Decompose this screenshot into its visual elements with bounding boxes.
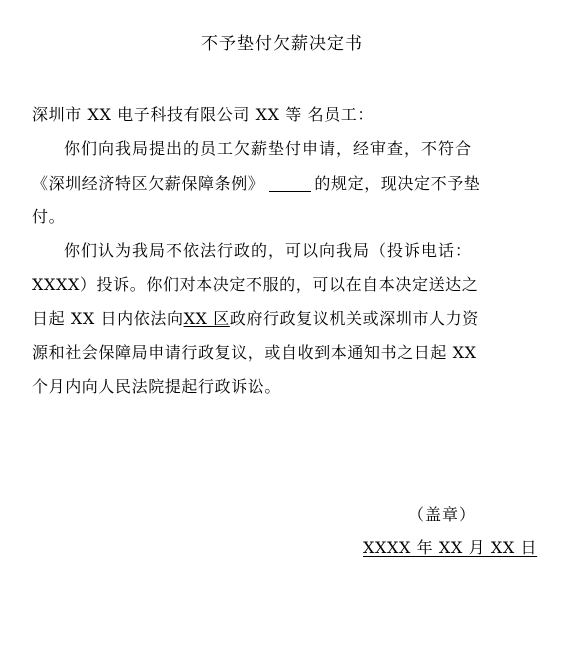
seal-label: （盖章） [408, 505, 477, 524]
paragraph2-line5: 个月内向人民法院提起行政诉讼。 [32, 377, 282, 396]
issue-date: XXXX 年 XX 月 XX 日 [363, 538, 538, 557]
paragraph1-line2 [32, 175, 542, 192]
document-title: 不予垫付欠薪决定书 [201, 34, 363, 54]
paragraph2-line4: 源和社会保障局申请行政复议，或自收到本通知书之日起 XX [32, 343, 477, 362]
paragraph1-line1: 你们向我局提出的员工欠薪垫付申请，经审查，不符合 [64, 139, 473, 158]
regulation-article-blank [269, 175, 311, 192]
paragraph2-line1: 你们认为我局不依法行政的，可以向我局（投诉电话： [64, 241, 473, 260]
regulation-tail: 的规定，现决定不予垫 [314, 174, 481, 193]
paragraph2-line3 [32, 311, 542, 327]
paragraph1-line3: 付。 [32, 207, 66, 226]
district-name: XX 区 [183, 309, 230, 328]
review-authority-text: 政府行政复议机关或深圳市人力资 [229, 309, 479, 328]
deadline-text: 日起 XX 日内依法向 [32, 309, 184, 328]
addressee-line: 深圳市 XX 电子科技有限公司 XX 等 名员工： [32, 105, 374, 124]
paragraph2-line2: XXXX）投诉。你们对本决定不服的，可以在自本决定送达之 [32, 275, 479, 294]
regulation-name: 《深圳经济特区欠薪保障条例》 [32, 174, 265, 193]
